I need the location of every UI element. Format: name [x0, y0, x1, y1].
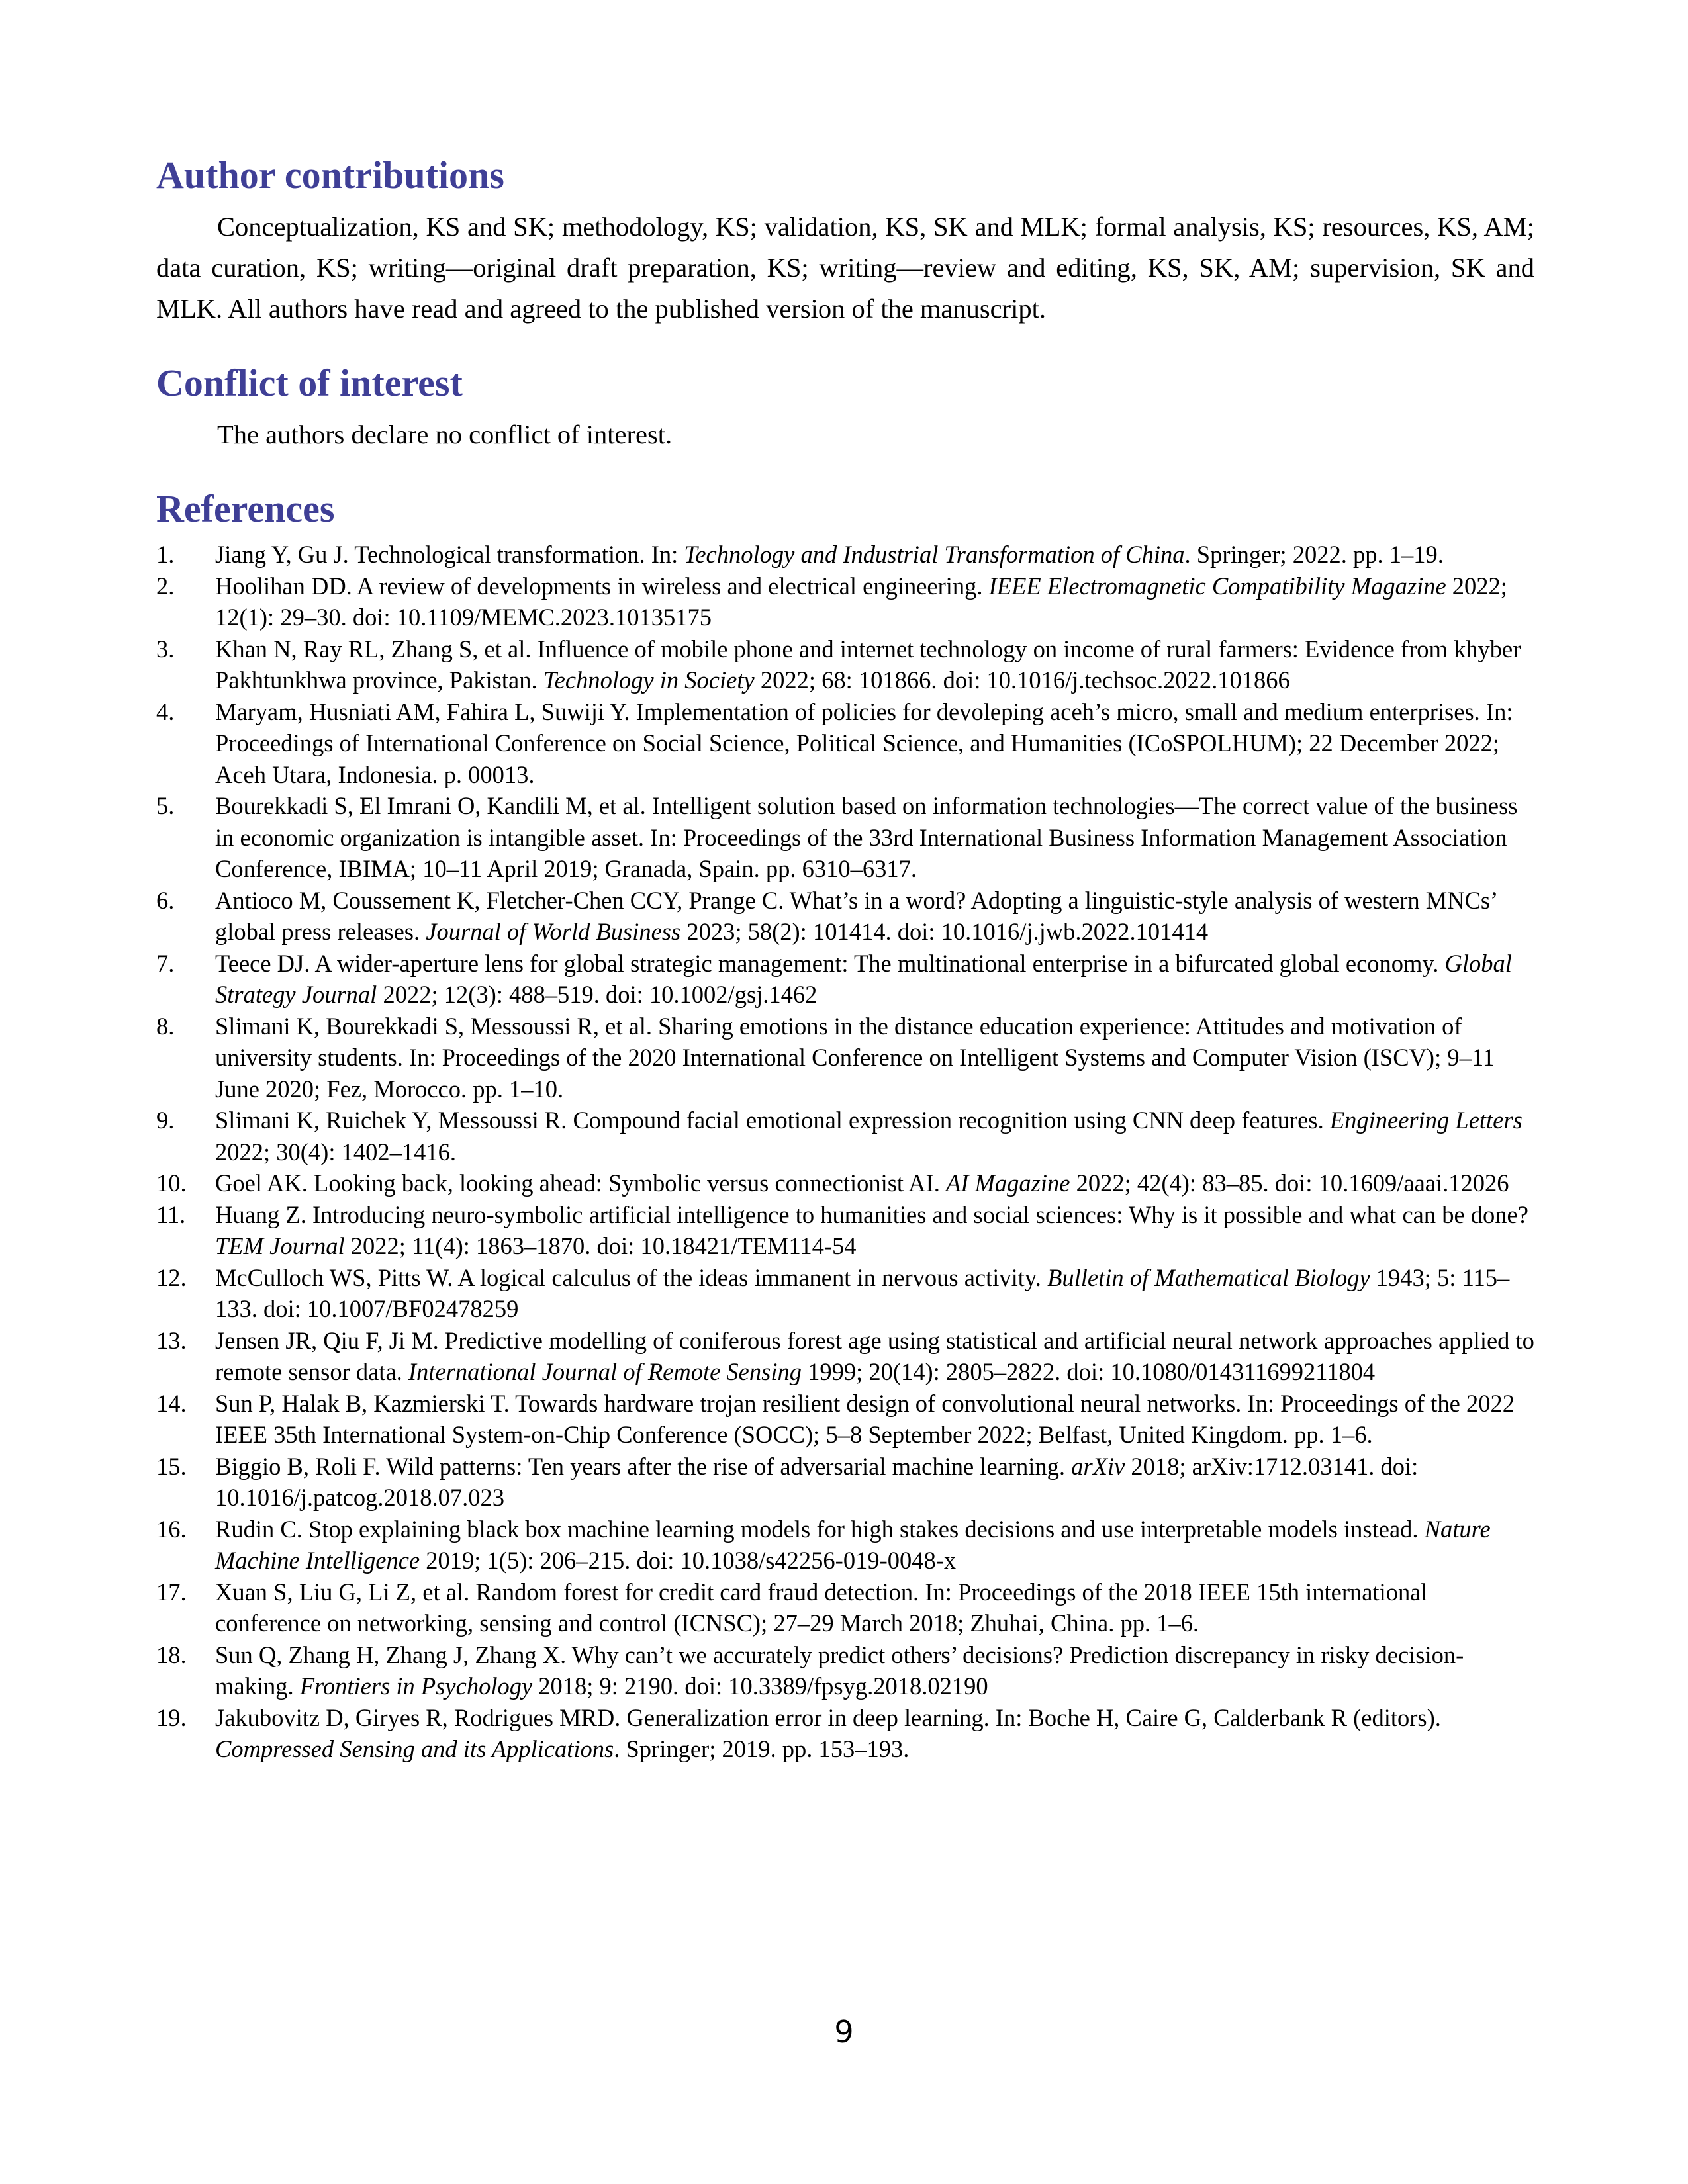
- reference-source-title: TEM Journal: [215, 1232, 345, 1259]
- reference-source-title: arXiv: [1071, 1452, 1125, 1480]
- reference-item: [156, 1451, 1534, 1514]
- reference-item: [156, 1105, 1534, 1167]
- reference-number: 6.: [156, 886, 175, 914]
- reference-number: 3.: [156, 635, 175, 662]
- reference-item: [156, 1325, 1534, 1388]
- reference-number: 15.: [156, 1452, 187, 1480]
- reference-number: 17.: [156, 1578, 187, 1606]
- reference-source-title: IEEE Electromagnetic Compatibility Magazine: [988, 572, 1446, 600]
- reference-source-title: Compressed Sensing and its Applications: [215, 1735, 614, 1762]
- reference-details: 1943; 5: 115–133. doi: 10.1007/BF02478259: [215, 1263, 1510, 1322]
- reference-text: Maryam, Husniati AM, Fahira L, Suwiji Y. Implementation of policies for devoleping aceh’s micro, small and medium enterprises. In: Proceedings of International Conference on Social Science, Political Science, and Humanities (ICoSPOLHUM); 22 December 2022; Aceh Utara, Indonesia. p. 00013.: [215, 698, 1513, 788]
- reference-details: 2022; 12(3): 488–519. doi: 10.1002/gsj.1462: [377, 981, 818, 1008]
- reference-details: 2018; arXiv:1712.03141. doi: 10.1016/j.patcog.2018.07.023: [215, 1452, 1419, 1511]
- reference-number: 7.: [156, 949, 175, 977]
- reference-details: 2018; 9: 2190. doi: 10.3389/fpsyg.2018.02190: [532, 1672, 988, 1700]
- page-body: [156, 154, 1534, 1765]
- reference-text: Antioco M, Coussement K, Fletcher-Chen CCY, Prange C. What’s in a word? Adopting a linguistic-style analysis of western MNCs’ global press releases.: [215, 886, 1497, 945]
- reference-number: 9.: [156, 1107, 175, 1134]
- reference-number: 5.: [156, 792, 175, 819]
- section-heading-references: References: [156, 487, 335, 530]
- reference-details: 2023; 58(2): 101414. doi: 10.1016/j.jwb.2022.101414: [680, 918, 1209, 945]
- reference-source-title: Global Strategy Journal: [215, 949, 1512, 1008]
- reference-details: 2022; 12(1): 29–30. doi: 10.1109/MEMC.2023.10135175: [215, 572, 1507, 631]
- reference-source-title: Technology and Industrial Transformation of China: [684, 541, 1185, 568]
- reference-number: 18.: [156, 1641, 187, 1668]
- reference-text: Slimani K, Bourekkadi S, Messoussi R, et al. Sharing emotions in the distance education experience: Attitudes and motivation of university students. In: Proceedings of the 2020 International Conference on Intelligent Systems and Computer Vision (ISCV); 9–11 June 2020; Fez, Morocco. pp. 1–10.: [215, 1012, 1495, 1103]
- reference-source-title: Nature Machine Intelligence: [215, 1515, 1491, 1574]
- conflict-of-interest-text: The authors declare no conflict of interest.: [217, 420, 673, 449]
- reference-text: Rudin C. Stop explaining black box machine learning models for high stakes decisions and use interpretable models instead.: [215, 1515, 1425, 1543]
- reference-source-title: Bulletin of Mathematical Biology: [1047, 1263, 1370, 1291]
- reference-item: [156, 1262, 1534, 1325]
- reference-text: Slimani K, Ruichek Y, Messoussi R. Compound facial emotional expression recognition using CNN deep features.: [215, 1107, 1330, 1134]
- reference-number: 2.: [156, 572, 175, 600]
- reference-details: 2022; 68: 101866. doi: 10.1016/j.techsoc.2022.101866: [754, 666, 1290, 694]
- reference-details: 2019; 1(5): 206–215. doi: 10.1038/s42256-019-0048-x: [420, 1547, 957, 1574]
- reference-list: [156, 539, 1534, 1765]
- reference-source-title: AI Magazine: [945, 1169, 1070, 1197]
- page-number: 9: [834, 2014, 854, 2050]
- reference-item: [156, 1576, 1534, 1639]
- reference-source-title: Journal of World Business: [426, 918, 681, 945]
- reference-text: McCulloch WS, Pitts W. A logical calculus of the ideas immanent in nervous activity.: [215, 1263, 1048, 1291]
- author-contributions-section: [156, 154, 1534, 330]
- reference-item: [156, 1702, 1534, 1765]
- reference-item: [156, 633, 1534, 696]
- reference-item: [156, 1011, 1534, 1105]
- reference-number: 12.: [156, 1263, 187, 1291]
- references-section: [156, 487, 1534, 1765]
- reference-source-title: International Journal of Remote Sensing: [408, 1358, 802, 1385]
- reference-number: 8.: [156, 1012, 175, 1040]
- reference-source-title: Frontiers in Psychology: [299, 1672, 533, 1700]
- reference-text: Bourekkadi S, El Imrani O, Kandili M, et al. Intelligent solution based on information technologies—The correct value of the business in economic organization is intangible asset. In: Proceedings of the 33rd International Business Information Management Association Conference, IBIMA; 10–11 April 2019; Granada, Spain. pp. 6310–6317.: [215, 792, 1518, 882]
- reference-text: Xuan S, Liu G, Li Z, et al. Random forest for credit card fraud detection. In: Proceedings of the 2018 IEEE 15th international conference on networking, sensing and control (ICNSC); 27–29 March 2018; Zhuhai, China. pp. 1–6.: [215, 1578, 1428, 1637]
- reference-text: Sun P, Halak B, Kazmierski T. Towards hardware trojan resilient design of convolutional neural networks. In: Proceedings of the 2022 IEEE 35th International System-on-Chip Conference (SOCC); 5–8 September 2022; Belfast, United Kingdom. pp. 1–6.: [215, 1389, 1515, 1448]
- reference-details: 2022; 42(4): 83–85. doi: 10.1609/aaai.12026: [1070, 1169, 1509, 1197]
- section-heading-author-contributions: Author contributions: [156, 154, 504, 197]
- reference-details: . Springer; 2019. pp. 153–193.: [614, 1735, 910, 1762]
- reference-text: Hoolihan DD. A review of developments in wireless and electrical engineering.: [215, 572, 989, 600]
- reference-source-title: Engineering Letters: [1329, 1107, 1523, 1134]
- reference-text: Jakubovitz D, Giryes R, Rodrigues MRD. Generalization error in deep learning. In: Boche H, Caire G, Calderbank R (editors).: [215, 1704, 1441, 1731]
- reference-item: [156, 570, 1534, 633]
- reference-details: . Springer; 2022. pp. 1–19.: [1184, 541, 1444, 568]
- reference-text: Huang Z. Introducing neuro-symbolic artificial intelligence to humanities and social sciences: Why is it possible and what can be done?: [215, 1201, 1528, 1228]
- reference-item: [156, 1199, 1534, 1262]
- reference-text: Khan N, Ray RL, Zhang S, et al. Influence of mobile phone and internet technology on income of rural farmers: Evidence from khyber Pakhtunkhwa province, Pakistan.: [215, 635, 1521, 694]
- conflict-of-interest-section: [156, 361, 1534, 455]
- reference-number: 16.: [156, 1515, 187, 1543]
- reference-source-title: Technology in Society: [543, 666, 755, 694]
- reference-item: [156, 1639, 1534, 1702]
- reference-text: Biggio B, Roli F. Wild patterns: Ten years after the rise of adversarial machine learning.: [215, 1452, 1072, 1480]
- reference-number: 14.: [156, 1389, 187, 1417]
- author-contributions-text: Conceptualization, KS and SK; methodology, KS; validation, KS, SK and MLK; formal analysis, KS; resources, KS, AM; data curation, KS; writing—original draft preparation, KS; writing—review and editing, KS, SK, AM; supervision, SK and MLK. All authors have read and agreed to the published version of the manuscript.: [156, 212, 1534, 324]
- reference-details: 1999; 20(14): 2805–2822. doi: 10.1080/014311699211804: [801, 1358, 1376, 1385]
- reference-number: 19.: [156, 1704, 187, 1731]
- reference-text: Jensen JR, Qiu F, Ji M. Predictive modelling of coniferous forest age using statistical and artificial neural network approaches applied to remote sensor data.: [215, 1326, 1534, 1385]
- reference-item: [156, 1514, 1534, 1576]
- reference-item: [156, 790, 1534, 885]
- reference-details: 2022; 11(4): 1863–1870. doi: 10.18421/TEM114-54: [344, 1232, 857, 1259]
- reference-number: 10.: [156, 1169, 187, 1197]
- reference-text: Goel AK. Looking back, looking ahead: Symbolic versus connectionist AI.: [215, 1169, 946, 1197]
- reference-details: 2022; 30(4): 1402–1416.: [215, 1138, 456, 1165]
- reference-number: 1.: [156, 541, 175, 568]
- reference-text: Jiang Y, Gu J. Technological transformation. In:: [215, 541, 684, 568]
- reference-number: 11.: [156, 1201, 186, 1228]
- reference-number: 4.: [156, 698, 175, 725]
- reference-item: [156, 539, 1534, 570]
- section-heading-conflict-of-interest: Conflict of interest: [156, 361, 463, 404]
- reference-item: [156, 948, 1534, 1011]
- reference-item: [156, 885, 1534, 948]
- reference-text: Sun Q, Zhang H, Zhang J, Zhang X. Why can’t we accurately predict others’ decisions? Prediction discrepancy in risky decision-making.: [215, 1641, 1464, 1700]
- reference-item: [156, 1388, 1534, 1451]
- reference-text: Teece DJ. A wider-aperture lens for global strategic management: The multinational enterprise in a bifurcated global economy.: [215, 949, 1445, 977]
- reference-number: 13.: [156, 1326, 187, 1354]
- reference-item: [156, 696, 1534, 791]
- reference-item: [156, 1167, 1534, 1199]
